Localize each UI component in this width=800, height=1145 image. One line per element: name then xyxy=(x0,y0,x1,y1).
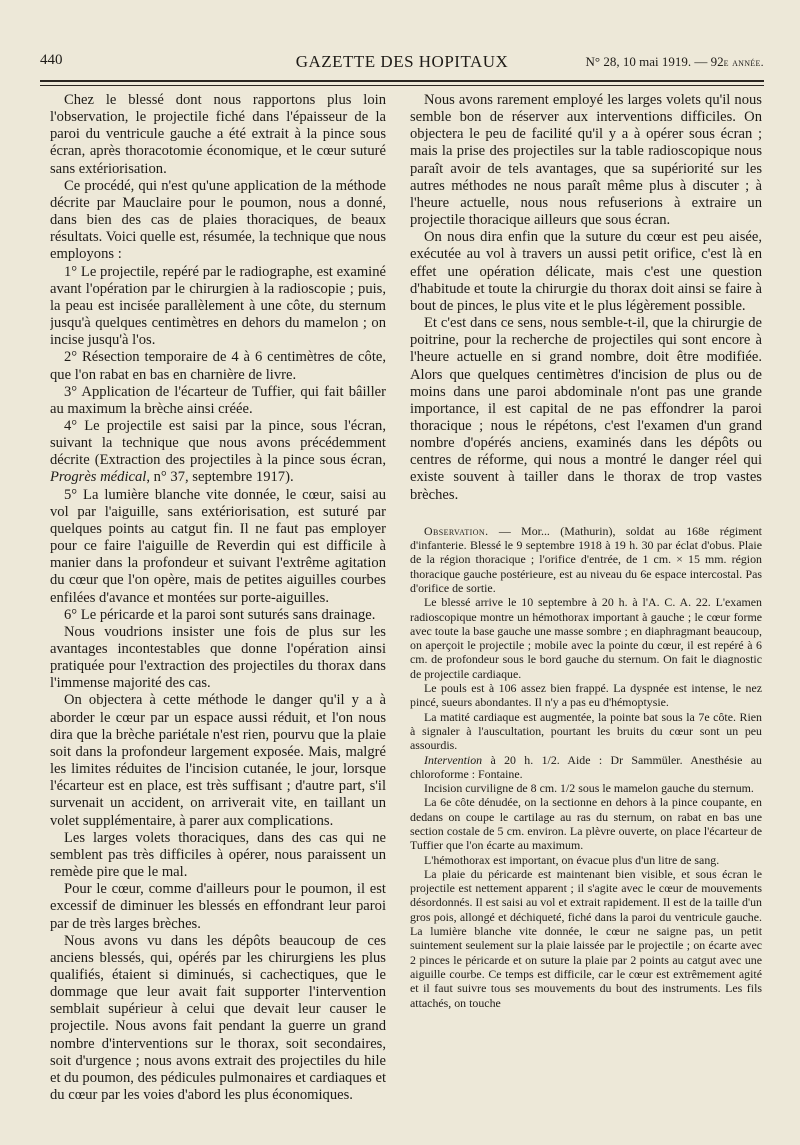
technique-step-6: 6° Le péricarde et la paroi sont suturés sans drainage. xyxy=(64,606,376,623)
technique-step-2: 2° Résection temporaire de 4 à 6 centimètres de côte, que l'on rabat en bas en charnière de livre. xyxy=(50,349,386,383)
paragraph: Les larges volets thoraciques, dans des cas qui ne semblent pas très difficiles à opérer, nous paraissent un remède pire que le mal. xyxy=(50,829,386,881)
paragraph: Nous avons vu dans les dépôts beaucoup de ces anciens blessés, qui, opérés par les chirurgiens les plus qualifiés, étaient si diminués, si cachectiques, que le dommage que leur avait fait supporter l'intervention semblait supérieur à celui que devait leur causer le projectile. Nous avons fait pendant la guerre un grand nombre d'interventions sur le thorax, soit secondaires, soit d'urgence ; nous avons extrait des projectiles du hile et du poumon, des pédicules pulmonaires et cardiaques et du cœur par les voies d'abord les plus économiques. xyxy=(50,932,386,1104)
journal-title: GAZETTE DES HOPITAUX xyxy=(295,52,509,71)
paragraph: Chez le blessé dont nous rapportons plus loin l'observation, le projectile fiché dans l'épaisseur de la paroi du ventricule gauche a été extrait à la pince sous écran, après thoracotomie économique, et le cœur suturé sans extériorisation. xyxy=(50,92,386,177)
observation-paragraph: Incision curviligne de 8 cm. 1/2 sous le mamelon gauche du sternum. xyxy=(424,781,754,796)
technique-step-3: 3° Application de l'écarteur de Tuffier, qui fait bâiller au maximum la brèche ainsi créée. xyxy=(50,383,386,417)
technique-step-5: 5° La lumière blanche vite donnée, le cœur, saisi au vol par l'aiguille, sans extériorisation, est suturé par quelques points au catgut fin. Il ne faut pas employer pour ce faire l'aiguille de Reverdin qui est difficile à manier dans la profondeur et suivant l'extrême agitation du cœur que l'on opère, mais de petites aiguilles courbes enfilées d'avance et montées sur porte-aiguilles. xyxy=(50,486,386,606)
observation-lead: Observation. xyxy=(424,523,489,538)
observation-paragraph: Le blessé arrive le 10 septembre à 20 h. à l'A. C. A. 22. L'examen radioscopique montre un hémothorax important à gauche ; le cœur forme avec toute la base gauche une masse sombre ; en diaphragmant beaucoup, on aperçoit le projectile ; mobile avec la pointe du cœur, il est repéré à 6 cm. de profondeur sous le bord gauche du sternum. On fait le diagnostic de projectile cardiaque. xyxy=(410,595,762,681)
observation-paragraph: Le pouls est à 106 assez bien frappé. La dyspnée est intense, le nez pincé, sueurs abondantes. Il n'y a pas eu d'hémoptysie. xyxy=(410,681,762,710)
issue-info: N° 28, 10 mai 1919. — 92e année. xyxy=(585,54,764,69)
paragraph: On objectera à cette méthode le danger qu'il y a à aborder le cœur par un espace aussi réduit, et l'on nous dira que la brèche pariétale n'est rien, pourvu que la plaie soit dans la profondeur largement exposée. Mais, malgré les limites réduites de l'incision cutanée, le jour, lorsque l'écarteur est en place, est très suffisant ; d'autre part, s'il survenait un accident, on arriverait vite, en taillant un volet supplémentaire, à parer aux complications. xyxy=(50,692,386,829)
technique-step-4: 4° Le projectile est saisi par la pince, sous l'écran, suivant la technique que nous avons précédemment décrite (Extraction des projectiles à la pince sous écran, Progrès médical, n° 37, septembre 1917). xyxy=(50,417,386,486)
paragraph: Pour le cœur, comme d'ailleurs pour le poumon, il est excessif de diminuer les blessés en effondrant leur paroi par de très larges brèches. xyxy=(50,881,386,932)
observation-paragraph: La 6e côte dénudée, on la sectionne en dehors à la pince coupante, en dedans on coupe le cartilage au ras du sternum, on rabat en bas une section costale de 5 cm. environ. La plèvre ouverte, on place l'écarteur de Tuffier que l'on écarte au maximum. xyxy=(410,795,762,853)
header-rule-thin xyxy=(40,85,764,86)
page-header xyxy=(40,52,764,78)
observation-paragraph: Observation. — Mor... (Mathurin), soldat au 168e régiment d'infanterie. Blessé le 9 septembre 1918 à 19 h. 30 par éclat d'obus. Plaie de la région thoracique ; l'orifice d'entrée, de 1 cm. × 15 mm. région thoracique gauche postérieure, est au niveau du 6e espace intercostal. Pas d'orifice de sortie. xyxy=(410,523,762,595)
paragraph: On nous dira enfin que la suture du cœur est peu aisée, exécutée au vol à travers un aussi petit orifice, c'est là en effet une opération délicate, mais c'est une question d'habitude et toute la chirurgie du thorax doit ainsi se faire à bout de pinces, le plus vite et le plus légèrement possible. xyxy=(410,229,762,314)
observation-paragraph: La plaie du péricarde est maintenant bien visible, et sous écran le projectile est nettement apparent ; il s'agite avec le cœur de mouvements désordonnés. Il est saisi au vol et extrait rapidement. Il est de la taille d'un gros pois, allongé et déchiqueté, fiché dans la paroi du ventricule gauche. La lumière blanche vite donnée, le cœur ne saigne pas, un petit suintement seulement sur la plaie laissée par le projectile ; on écarte avec 2 pinces le péricarde et on suture la plaie par 2 points au catgut avec une aiguille courbe. Ce temps est difficile, car le cœur est extrêmement agité et il faut suivre tous ses mouvements du bout des instruments. Les fils attachés, on touche xyxy=(410,866,762,1010)
paragraph: Nous voudrions insister une fois de plus sur les avantages incontestables que donne l'opération ainsi pratiquée pour l'extraction des projectiles du thorax dans l'immense majorité des cas. xyxy=(50,623,386,692)
left-column xyxy=(50,92,386,1132)
paragraph: Et c'est dans ce sens, nous semble-t-il, que la chirurgie de poitrine, pour la recherche de projectiles qui sont encore à l'heure actuelle en si grand nombre, doit être modifiée. Alors que quelques centimètres d'incision de plus ou de moins dans une paroi abdominale n'ont pas une grande importance, il est capital de ne pas effondrer la paroi thoracique ; nous le répétons, c'est l'examen d'un grand nombre d'opérés anciens, examinés dans les dépôts ou centres de réforme, qui nous a montré le danger réel qui existe souvent à tailler dans le thorax de trop vastes brèches. xyxy=(410,315,762,503)
header-rule-thick xyxy=(40,80,764,82)
observation-paragraph: L'hémothorax est important, on évacue plus d'un litre de sang. xyxy=(424,852,720,867)
technique-step-1: 1° Le projectile, repéré par le radiographe, est examiné avant l'opération par le chirurgien à la radioscopie ; puis, la peau est incisée parallèlement à une côte, du sternum jusqu'à quelques centimètres en dehors du mamelon ; on incise jusqu'à l'os. xyxy=(50,263,386,349)
intervention-label: Intervention xyxy=(424,752,483,767)
observation-paragraph: La matité cardiaque est augmentée, la pointe bat sous la 7e côte. Rien à signaler à l'auscultation, pourtant les bruits du cœur sont un peu assourdis. xyxy=(410,709,762,753)
paragraph: Nous avons rarement employé les larges volets qu'il nous semble bon de réserver aux interventions difficiles. On objectera le peu de facilité qu'il y a à opérer sous écran ; mais la prise des projectiles sur la table radioscopique nous paraît avoir de tels avantages, que sa supériorité sur les autres méthodes ne nous paraît même plus à discuter ; à l'heure actuelle, nous nous refuserions à extraire un projectile thoracique ailleurs que sous écran. xyxy=(410,92,762,229)
observation-section xyxy=(410,524,762,1010)
right-column xyxy=(410,92,762,1132)
right-column-text xyxy=(410,92,762,504)
observation-paragraph: Intervention à 20 h. 1/2. Aide : Dr Sammüler. Anesthésie au chloroforme : Fontaine. xyxy=(410,752,762,781)
paragraph: Ce procédé, qui n'est qu'une application de la méthode décrite par Mauclaire pour le poumon, nous a donné, dans bien des cas de plaies thoraciques, de beaux résultats. Voici quelle est, résumée, la technique que nous employons : xyxy=(50,177,386,263)
citation-journal: Progrès médical xyxy=(50,469,147,486)
page-number: 440 xyxy=(40,52,63,68)
